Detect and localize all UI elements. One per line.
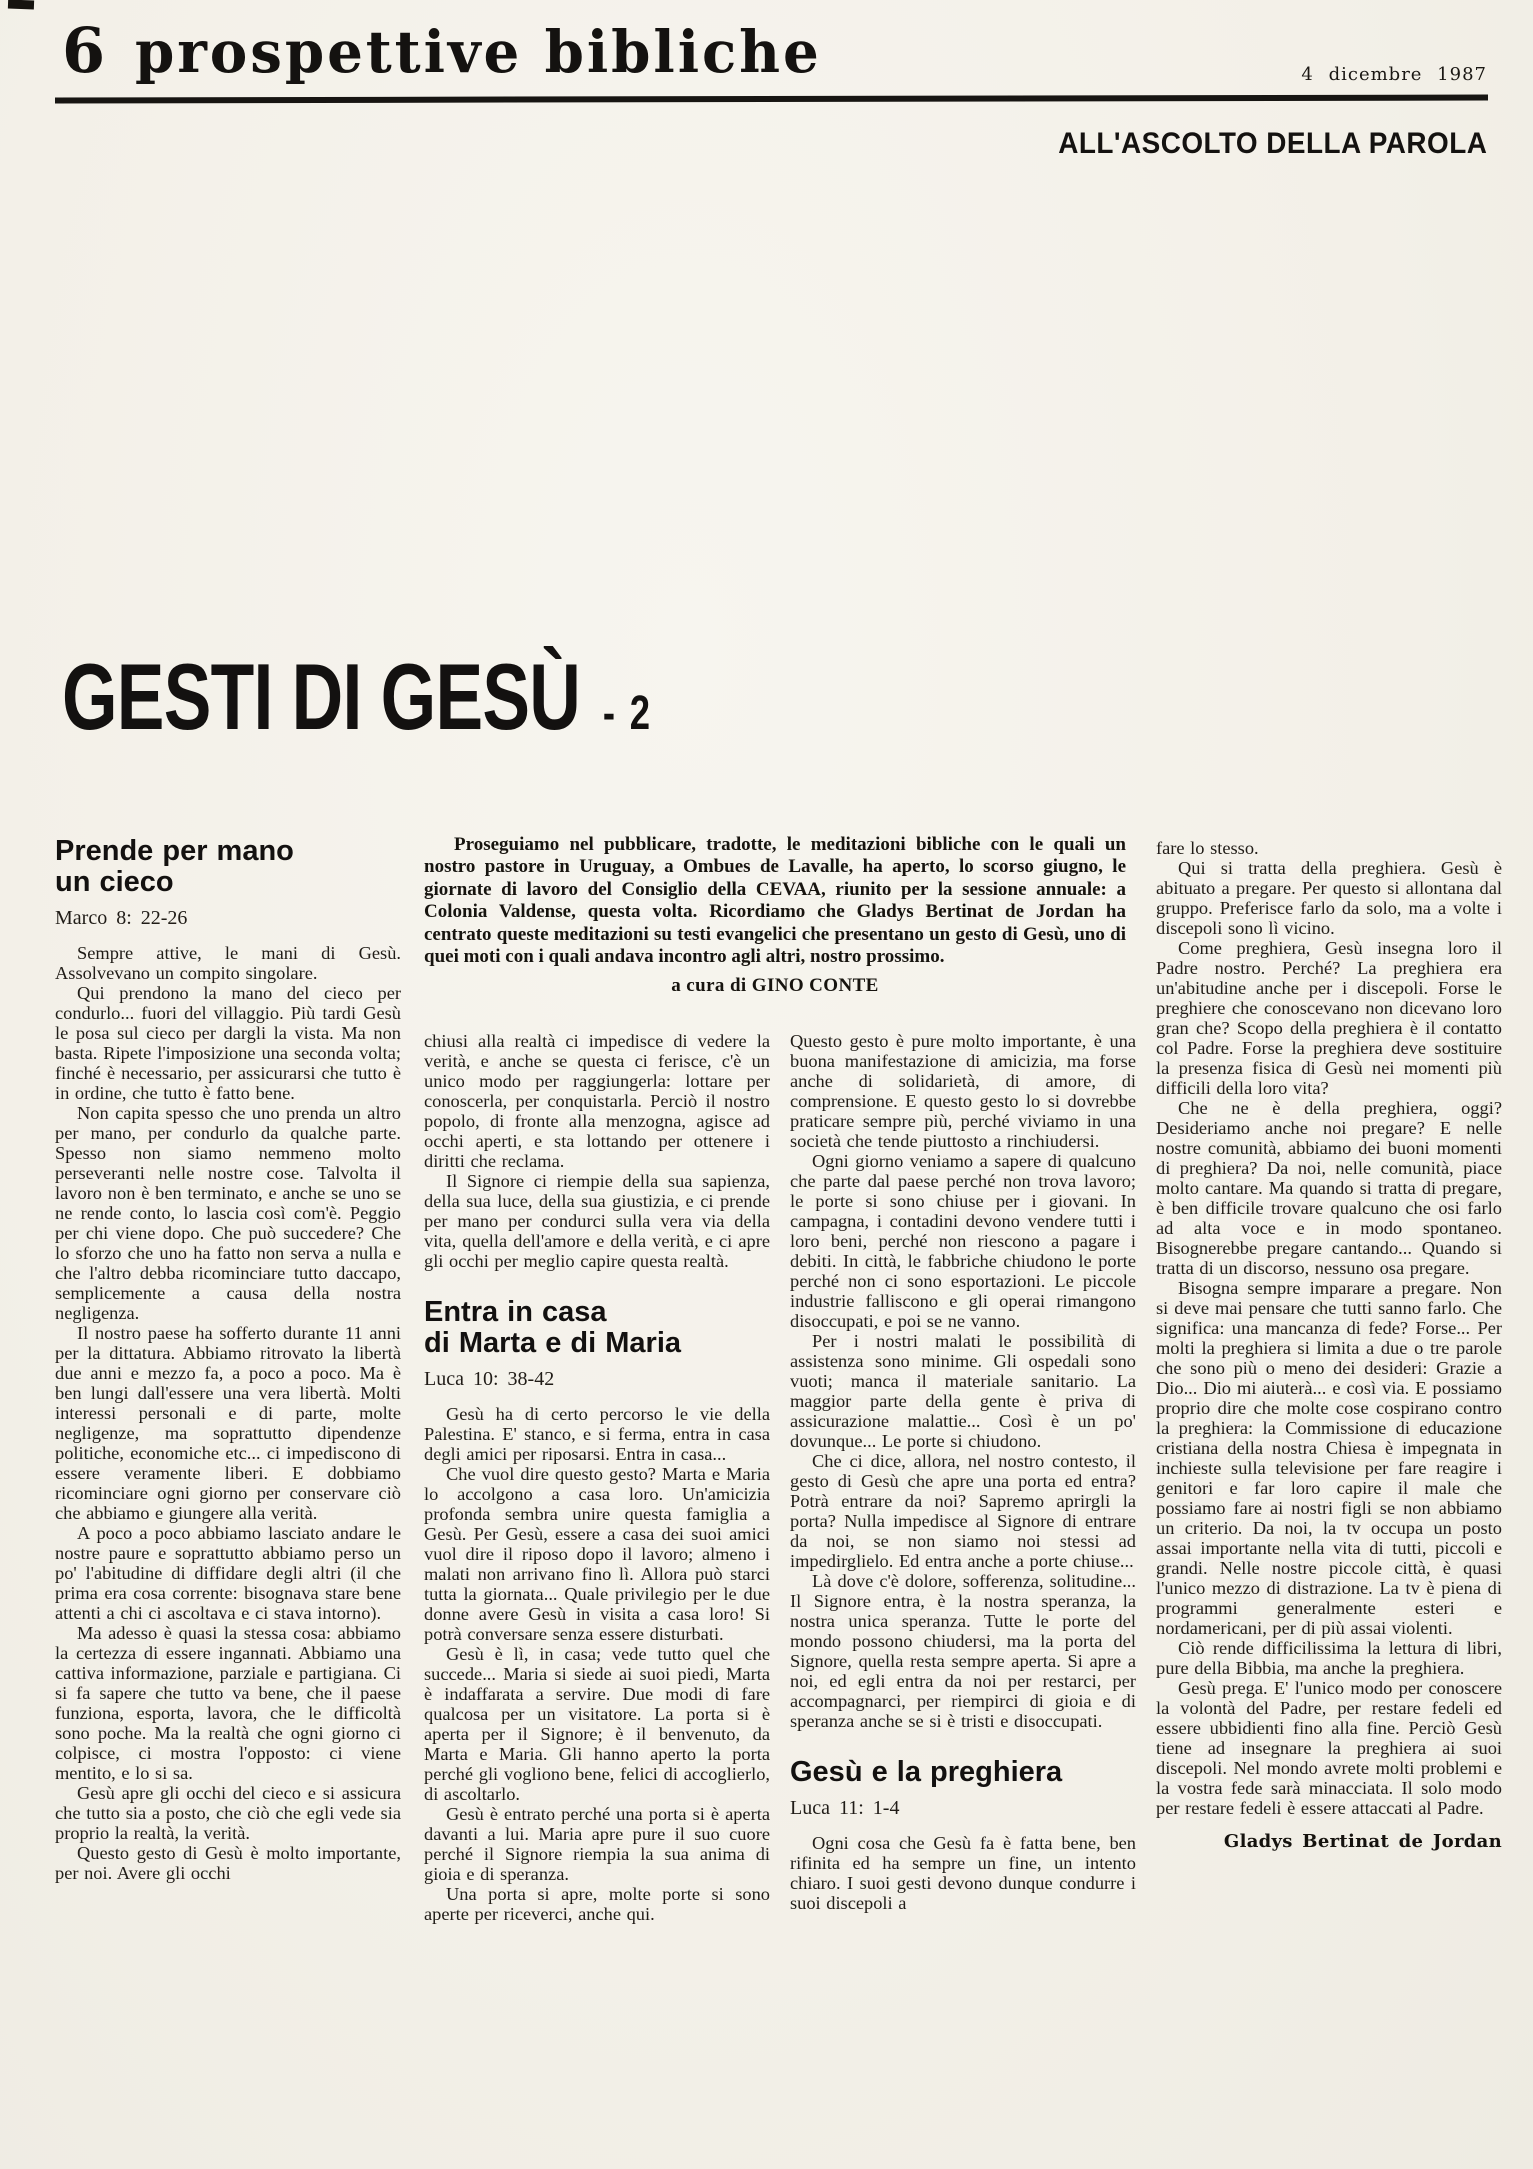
text-column-1 [55, 836, 401, 1883]
scripture-reference: Luca 11: 1-4 [790, 1797, 900, 1819]
corner-ink-smudge [8, 0, 34, 9]
body-paragraph: chiusi alla realtà ci impedisce di vedere la verità, e anche se questa ci ferisce, c'è un unico modo per raggiungerla: lottare per conoscerla, per conquistarla. Perciò il nostro popolo, di fronte alla menzogna, agisce ad occhi aperti, e sta lottando per ottenere i diritti che reclama. [424, 1031, 770, 1171]
body-paragraph: Una porta si apre, molte porte si sono aperte per riceverci, anche qui. [424, 1884, 770, 1924]
masthead [62, 14, 843, 87]
intro-byline: a cura di GINO CONTE [671, 975, 879, 997]
body-paragraph: Come preghiera, Gesù insegna loro il Padre nostro. Perché? La preghiera era un'abitudine anche per i discepoli. Forse le preghiere che conoscevano non dicevano loro gran che? Scopo della preghiera è il contatto col Padre. Forse la preghiera deve sostituire la presenza fisica di Gesù nei momenti più difficili della loro vita? [1156, 938, 1502, 1098]
body-paragraph: A poco a poco abbiamo lasciato andare le nostre paure e soprattutto abbiamo perso un po' l'abitudine di diffidare degli altri (il che prima era cosa corrente: bisognava stare bene attenti a chi ci ascoltava e ci stava intorno). [55, 1523, 401, 1623]
column-heading [790, 1757, 1136, 1788]
body-paragraph: Il Signore ci riempie della sua sapienza, della sua luce, della sua giustizia, e ci prende per mano per condurci sulla vera via della vita, quella dell'amore e della verità, e ci apre gli occhi per meglio capire questa realtà. [424, 1171, 770, 1271]
body-paragraph: Per i nostri malati le possibilità di assistenza sono minime. Gli ospedali sono vuoti; manca il materiale sanitario. La maggior parte della gente è priva di assicurazione malattie... Così è un po' dovunque... Le porte si chiudono. [790, 1331, 1136, 1451]
body-paragraph: Gesù è lì, in casa; vede tutto quel che succede... Maria si siede ai suoi piedi, Marta è indaffarata a servire. Due modi di fare qualcosa per un visitatore. La porta si è aperta per il Signore; è il benvenuto, da Marta e Maria. Gli hanno aperto la porta perché gli vogliono bene, felici di accoglierlo, di ascoltarlo. [424, 1644, 770, 1804]
body-paragraph: Gesù prega. E' l'unico modo per conoscere la volontà del Padre, per restare fedeli ed essere ubbidienti fino alla fine. Perciò Gesù tiene ad insegnare la preghiera ai suoi discepoli. Nel mondo avrete molti problemi e la vostra fede sarà minacciata. Il solo modo per restare fedeli è essere attaccati al Padre. [1156, 1678, 1502, 1818]
headline-suffix: - 2 [602, 687, 653, 740]
headline-title: GESTI DI GESÙ [62, 644, 581, 749]
body-paragraph: Là dove c'è dolore, sofferenza, solitudine... Il Signore entra, è la nostra speranza, la nostra unica speranza. Tutte le porte del mondo possono chiudersi, ma la porta del Signore, quella resta sempre aperta. Si apre a noi, ed egli entra da noi per restarci, per accompagnarci, per riempirci di gioia e di speranza anche se si è tristi e disoccupati. [790, 1571, 1136, 1731]
body-paragraph: Il nostro paese ha sofferto durante 11 anni per la dittatura. Abbiamo ritrovato la libertà due anni e mezzo fa, a poco a poco. Ma è ben lungi dall'essere una vera libertà. Molti interessi personali e di parte, molte negligenze, ma soprattutto dipendenze politiche, economiche etc... ci impediscono di essere veramente liberi. E dobbiamo ricominciare ogni giorno per conservare ciò che abbiamo e giungere alla verità. [55, 1323, 401, 1523]
scripture-reference: Luca 10: 38-42 [424, 1368, 555, 1390]
text-column-3 [790, 1031, 1136, 1913]
text-column-4 [1156, 838, 1502, 1852]
body-paragraph: Gesù apre gli occhi del cieco e si assicura che tutto sia a posto, che ciò che egli vede sia proprio la realtà, la verità. [55, 1783, 401, 1843]
body-paragraph: Che ne è della preghiera, oggi? Desideriamo anche noi pregare? E nelle nostre comunità, abbiamo dei buoni momenti di preghiera? Da noi, nelle comunità, piace molto cantare. Ma quando si tratta di pregare, è ben difficile trovare qualcuno che osi farlo ad alta voce e in modo spontaneo. Bisognerebbe pregare cantando... Quando si tratta di un discorso, nessuno osa pregare. [1156, 1098, 1502, 1278]
article-intro [424, 834, 1126, 998]
column-heading-line: di Marta e di Maria [424, 1327, 682, 1359]
body-paragraph: Questo gesto è pure molto importante, è una buona manifestazione di amicizia, ma forse anche di solidarietà, di amore, di comprensione. E questo gesto lo si dovrebbe praticare sempre più, perché viviamo in una società che tende piuttosto a rinchiudersi. [790, 1031, 1136, 1151]
masthead-rule [55, 94, 1488, 103]
body-paragraph: Ma adesso è quasi la stessa cosa: abbiamo la certezza di essere ingannati. Abbiamo una cattiva informazione, parziale e partigiana. Ci si fa sapere che tutto va bene, che il paese funziona, esporta, lavora, che le difficoltà sono poche. Ma la realtà che ogni giorno ci colpisce, ci mostra l'opposto: ci viene mentito, e lo si sa. [55, 1623, 401, 1783]
body-paragraph: Ciò rende difficilissima la lettura di libri, pure della Bibbia, ma anche la preghiera. [1156, 1638, 1502, 1678]
issue-date: 4 dicembre 1987 [1301, 64, 1487, 85]
masthead-title: prospettive bibliche [135, 18, 822, 86]
body-paragraph: Qui prendono la mano del cieco per condurlo... fuori del villaggio. Più tardi Gesù le posa sul cieco per dargli la vista. Ma non basta. Ripete l'imposizione una seconda volta; finché è necessario, per assicurarsi che tutto è in ordine, che tutto è fatto bene. [55, 983, 401, 1103]
body-paragraph: Gesù ha di certo percorso le vie della Palestina. E' stanco, e si ferma, entra in casa degli amici per riposarsi. Entra in casa... [424, 1404, 770, 1464]
body-paragraph: Che ci dice, allora, nel nostro contesto, il gesto di Gesù che apre una porta ed entra? Potrà entrare da noi? Sapremo aprirgli la porta? Nulla impedisce al Signore di entrare da noi, se non siamo noi stessi ad impedirglielo. Ed entra anche a porte chiuse... [790, 1451, 1136, 1571]
section-heading: ALL'ASCOLTO DELLA PAROLA [1057, 127, 1487, 160]
column-heading-line: un cieco [55, 866, 174, 898]
body-paragraph: Questo gesto di Gesù è molto importante, per noi. Avere gli occhi [55, 1843, 401, 1883]
body-paragraph: Non capita spesso che uno prenda un altro per mano, per condurlo da qualche parte. Spesso non siamo nemmeno molto perseveranti nelle nostre cose. Talvolta il lavoro non è ben terminato, e anche se uno se ne rende conto, lo lascia così com'è. Peggio per chi viene dopo. Che può succedere? Che lo sforzo che uno ha fatto non serva a nulla e che l'altro debba ricominciare tutto daccapo, semplicemente a causa della nostra negligenza. [55, 1103, 401, 1323]
column-heading-line: Prende per mano [55, 835, 294, 867]
column-heading [424, 1297, 770, 1359]
body-paragraph: Ogni giorno veniamo a sapere di qualcuno che parte dal paese perché non trova lavoro; le porte si sono chiuse per i giovani. In campagna, i contadini devono vendere tutti i loro beni, perché non riescono a pagare i debiti. In città, le fabbriche chiudono le porte perché non ci sono esportazioni. Le piccole industrie falliscono e gli operai rimangono disoccupati, e poi se ne vanno. [790, 1151, 1136, 1331]
author-signature: Gladys Bertinat de Jordan [1223, 1831, 1502, 1852]
column-heading-line: Entra in casa [424, 1296, 607, 1328]
body-paragraph: Qui si tratta della preghiera. Gesù è abituato a pregare. Per questo si allontana dal gruppo. Preferisce farlo da solo, ma a volte i discepoli sono lì vicino. [1156, 858, 1502, 938]
text-column-2 [424, 1031, 770, 1924]
body-paragraph: Bisogna sempre imparare a pregare. Non si deve mai pensare che tutti sanno farlo. Che significa: una mancanza di fede? Forse... Per molti la preghiera si limita a due o tre parole che sono più o meno dei desideri: Grazie a Dio... Dio mi aiuterà... e così via. E possiamo proprio dire che molte cose cospirano contro la preghiera: la Commissione di educazione cristiana della nostra Chiesa è impegnata in inchieste sulla televisione per fare reagire i genitori e far loro capire il male che possiamo fare ai nostri figli se non abbiamo un criterio. Da noi, la tv occupa un posto assai importante nella vita di tutti, piccoli e grandi. Nelle nostre piccole città, è quasi l'unico mezzo di distrazione. La tv è piena di programmi generalmente esteri e nordamericani, per di più assai violenti. [1156, 1278, 1502, 1638]
scripture-reference: Marco 8: 22-26 [55, 907, 188, 929]
column-heading-line: Gesù e la preghiera [790, 1756, 1063, 1788]
intro-text: Proseguiamo nel pubblicare, tradotte, le meditazioni bibliche con le quali un nostro pastore in Uruguay, a Ombues de Lavalle, ha aperto, lo scorso giugno, le giornate di lavoro del Consiglio della CEVAA, riunito per la sessione annuale: a Colonia Valdense, questa volta. Ricordiamo che Gladys Bertinat de Jordan ha centrato queste meditazioni su testi evangelici che presentano un gesto di Gesù, uno di quei moti con i quali andava incontro agli altri, nostro prossimo. [424, 834, 1126, 968]
article-headline [62, 644, 653, 761]
body-paragraph: Gesù è entrato perché una porta si è aperta davanti a lui. Maria apre pure il suo cuore perché il Signore riempia la sua anima di gioia e di speranza. [424, 1804, 770, 1884]
body-paragraph: Ogni cosa che Gesù fa è fatta bene, ben rifinita ed ha sempre un fine, un intento chiaro. I suoi gesti devono dunque condurre i suoi discepoli a [790, 1833, 1136, 1913]
page-number: 6 [62, 14, 106, 87]
body-paragraph: Sempre attive, le mani di Gesù. Assolvevano un compito singolare. [55, 943, 401, 983]
body-paragraph: Che vuol dire questo gesto? Marta e Maria lo accolgono a casa loro. Un'amicizia profonda sembra unire questa famiglia a Gesù. Per Gesù, essere a casa dei suoi amici vuol dire il riposo dopo il lavoro; almeno i malati non arrivano fino lì. Allora può starci tutta la giornata... Quale privilegio per le due donne avere Gesù in visita a casa loro! Si potrà conversare senza essere disturbati. [424, 1464, 770, 1644]
body-paragraph: fare lo stesso. [1156, 838, 1259, 858]
column-heading [55, 836, 401, 898]
